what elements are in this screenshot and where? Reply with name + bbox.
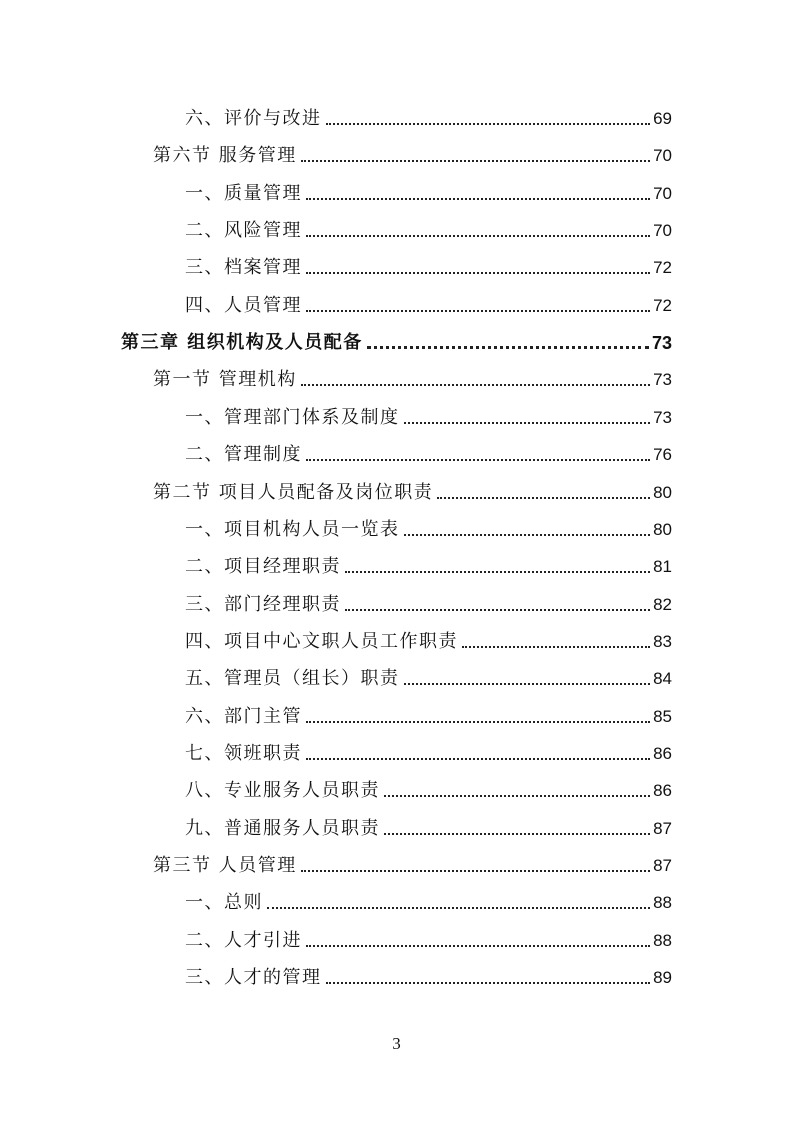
toc-entry-page: 81: [653, 557, 672, 577]
toc-entry-page: 73: [653, 370, 672, 390]
toc-entry-page: 73: [653, 407, 672, 427]
dot-leader: [301, 870, 650, 872]
dot-leader: [345, 609, 650, 611]
toc-entry-page: 82: [653, 594, 672, 614]
toc-entry-title: 一、管理部门体系及制度: [185, 406, 400, 428]
dot-leader: [462, 646, 650, 648]
toc-entry-page: 86: [653, 781, 672, 801]
toc-item-entry[interactable]: [185, 399, 672, 429]
toc-item-entry[interactable]: [185, 212, 672, 242]
toc-entry-page: 89: [653, 968, 672, 988]
toc-entry-title: 三、部门经理职责: [185, 593, 341, 615]
toc-item-entry[interactable]: [185, 436, 672, 466]
toc-item-entry[interactable]: [185, 100, 672, 130]
dot-leader: [301, 160, 650, 162]
toc-entry-title: 六、部门主管: [185, 705, 302, 727]
toc-item-entry[interactable]: [185, 922, 672, 952]
dot-leader: [404, 534, 651, 536]
toc-entry-page: 83: [653, 631, 672, 651]
toc-entry-title: 二、人才引进: [185, 929, 302, 951]
toc-entry-title: 第二节 项目人员配备及岗位职责: [153, 481, 434, 503]
dot-leader: [404, 683, 651, 685]
dot-leader: [306, 272, 650, 274]
toc-item-entry[interactable]: [185, 884, 672, 914]
dot-leader: [306, 198, 650, 200]
toc-entry-title: 一、质量管理: [185, 182, 302, 204]
dot-leader: [384, 795, 650, 797]
dot-leader: [326, 982, 651, 984]
toc-entry-page: 88: [653, 893, 672, 913]
dot-leader: [384, 833, 650, 835]
dot-leader: [306, 310, 650, 312]
toc-entry-title: 二、管理制度: [185, 444, 302, 466]
toc-item-entry[interactable]: [185, 735, 672, 765]
toc-entry-title: 一、项目机构人员一览表: [185, 518, 400, 540]
toc-entry-title: 二、风险管理: [185, 220, 302, 242]
dot-leader: [404, 422, 651, 424]
toc-entry-title: 五、管理员（组长）职责: [185, 668, 400, 690]
toc-entry-page: 70: [653, 221, 672, 241]
dot-leader: [301, 384, 650, 386]
toc-entry-title: 四、人员管理: [185, 294, 302, 316]
dot-leader: [306, 945, 650, 947]
toc-entry-page: 70: [653, 146, 672, 166]
toc-entry-page: 84: [653, 669, 672, 689]
toc-entry-title: 第六节 服务管理: [153, 145, 297, 167]
dot-leader: [345, 571, 650, 573]
toc-item-entry[interactable]: [185, 772, 672, 802]
toc-item-entry[interactable]: [185, 698, 672, 728]
dot-leader: [306, 758, 650, 760]
toc-entry-page: 69: [653, 109, 672, 128]
toc-entry-page: 87: [653, 818, 672, 838]
toc-chapter-entry[interactable]: [121, 324, 672, 354]
toc-item-entry[interactable]: [185, 511, 672, 541]
toc-entry-title: 六、评价与改进: [185, 108, 322, 129]
toc-section-entry[interactable]: [153, 847, 672, 877]
toc-item-entry[interactable]: [185, 660, 672, 690]
toc-item-entry[interactable]: [185, 586, 672, 616]
toc-entry-page: 88: [653, 930, 672, 950]
toc-entry-title: 七、领班职责: [185, 742, 302, 764]
toc-section-entry[interactable]: [153, 474, 672, 504]
toc-entry-page: 86: [653, 743, 672, 763]
toc-item-entry[interactable]: [185, 249, 672, 279]
toc-section-entry[interactable]: [153, 361, 672, 391]
toc-entry-title: 三、人才的管理: [185, 967, 322, 989]
toc-entry-page: 85: [653, 706, 672, 726]
toc-entry-title: 第三节 人员管理: [153, 855, 297, 876]
toc-entry-page: 80: [653, 482, 672, 502]
toc-item-entry[interactable]: [185, 623, 672, 653]
toc-entry-page: 72: [653, 295, 672, 315]
toc-entry-title: 四、项目中心文职人员工作职责: [185, 630, 458, 652]
dot-leader: [367, 346, 649, 349]
toc-entry-title: 三、档案管理: [185, 257, 302, 279]
dot-leader: [306, 459, 650, 461]
toc-entry-title: 一、总则: [185, 892, 263, 914]
toc-entry-title: 二、项目经理职责: [185, 556, 341, 578]
toc-item-entry[interactable]: [185, 959, 672, 989]
dot-leader: [306, 721, 650, 723]
dot-leader: [267, 907, 650, 909]
dot-leader: [437, 497, 650, 499]
toc-section-entry[interactable]: [153, 137, 672, 167]
toc-item-entry[interactable]: [185, 175, 672, 205]
toc-entry-page: 73: [651, 333, 672, 354]
toc-entry-title: 九、普通服务人员职责: [185, 817, 380, 839]
toc-entry-page: 87: [653, 856, 672, 875]
page-number: 3: [392, 1034, 401, 1053]
toc-entry-page: 70: [653, 183, 672, 203]
toc-entry-page: 76: [653, 445, 672, 465]
toc-item-entry[interactable]: [185, 810, 672, 840]
dot-leader: [326, 123, 651, 125]
toc-entry-page: 80: [653, 519, 672, 539]
toc-entry-title: 第一节 管理机构: [153, 369, 297, 391]
dot-leader: [306, 235, 650, 237]
toc-entry-title: 八、专业服务人员职责: [185, 780, 380, 802]
toc-item-entry[interactable]: [185, 287, 672, 317]
toc-entry-page: 72: [653, 258, 672, 278]
toc-entry-title: 第三章 组织机构及人员配备: [121, 332, 363, 354]
toc-item-entry[interactable]: [185, 548, 672, 578]
